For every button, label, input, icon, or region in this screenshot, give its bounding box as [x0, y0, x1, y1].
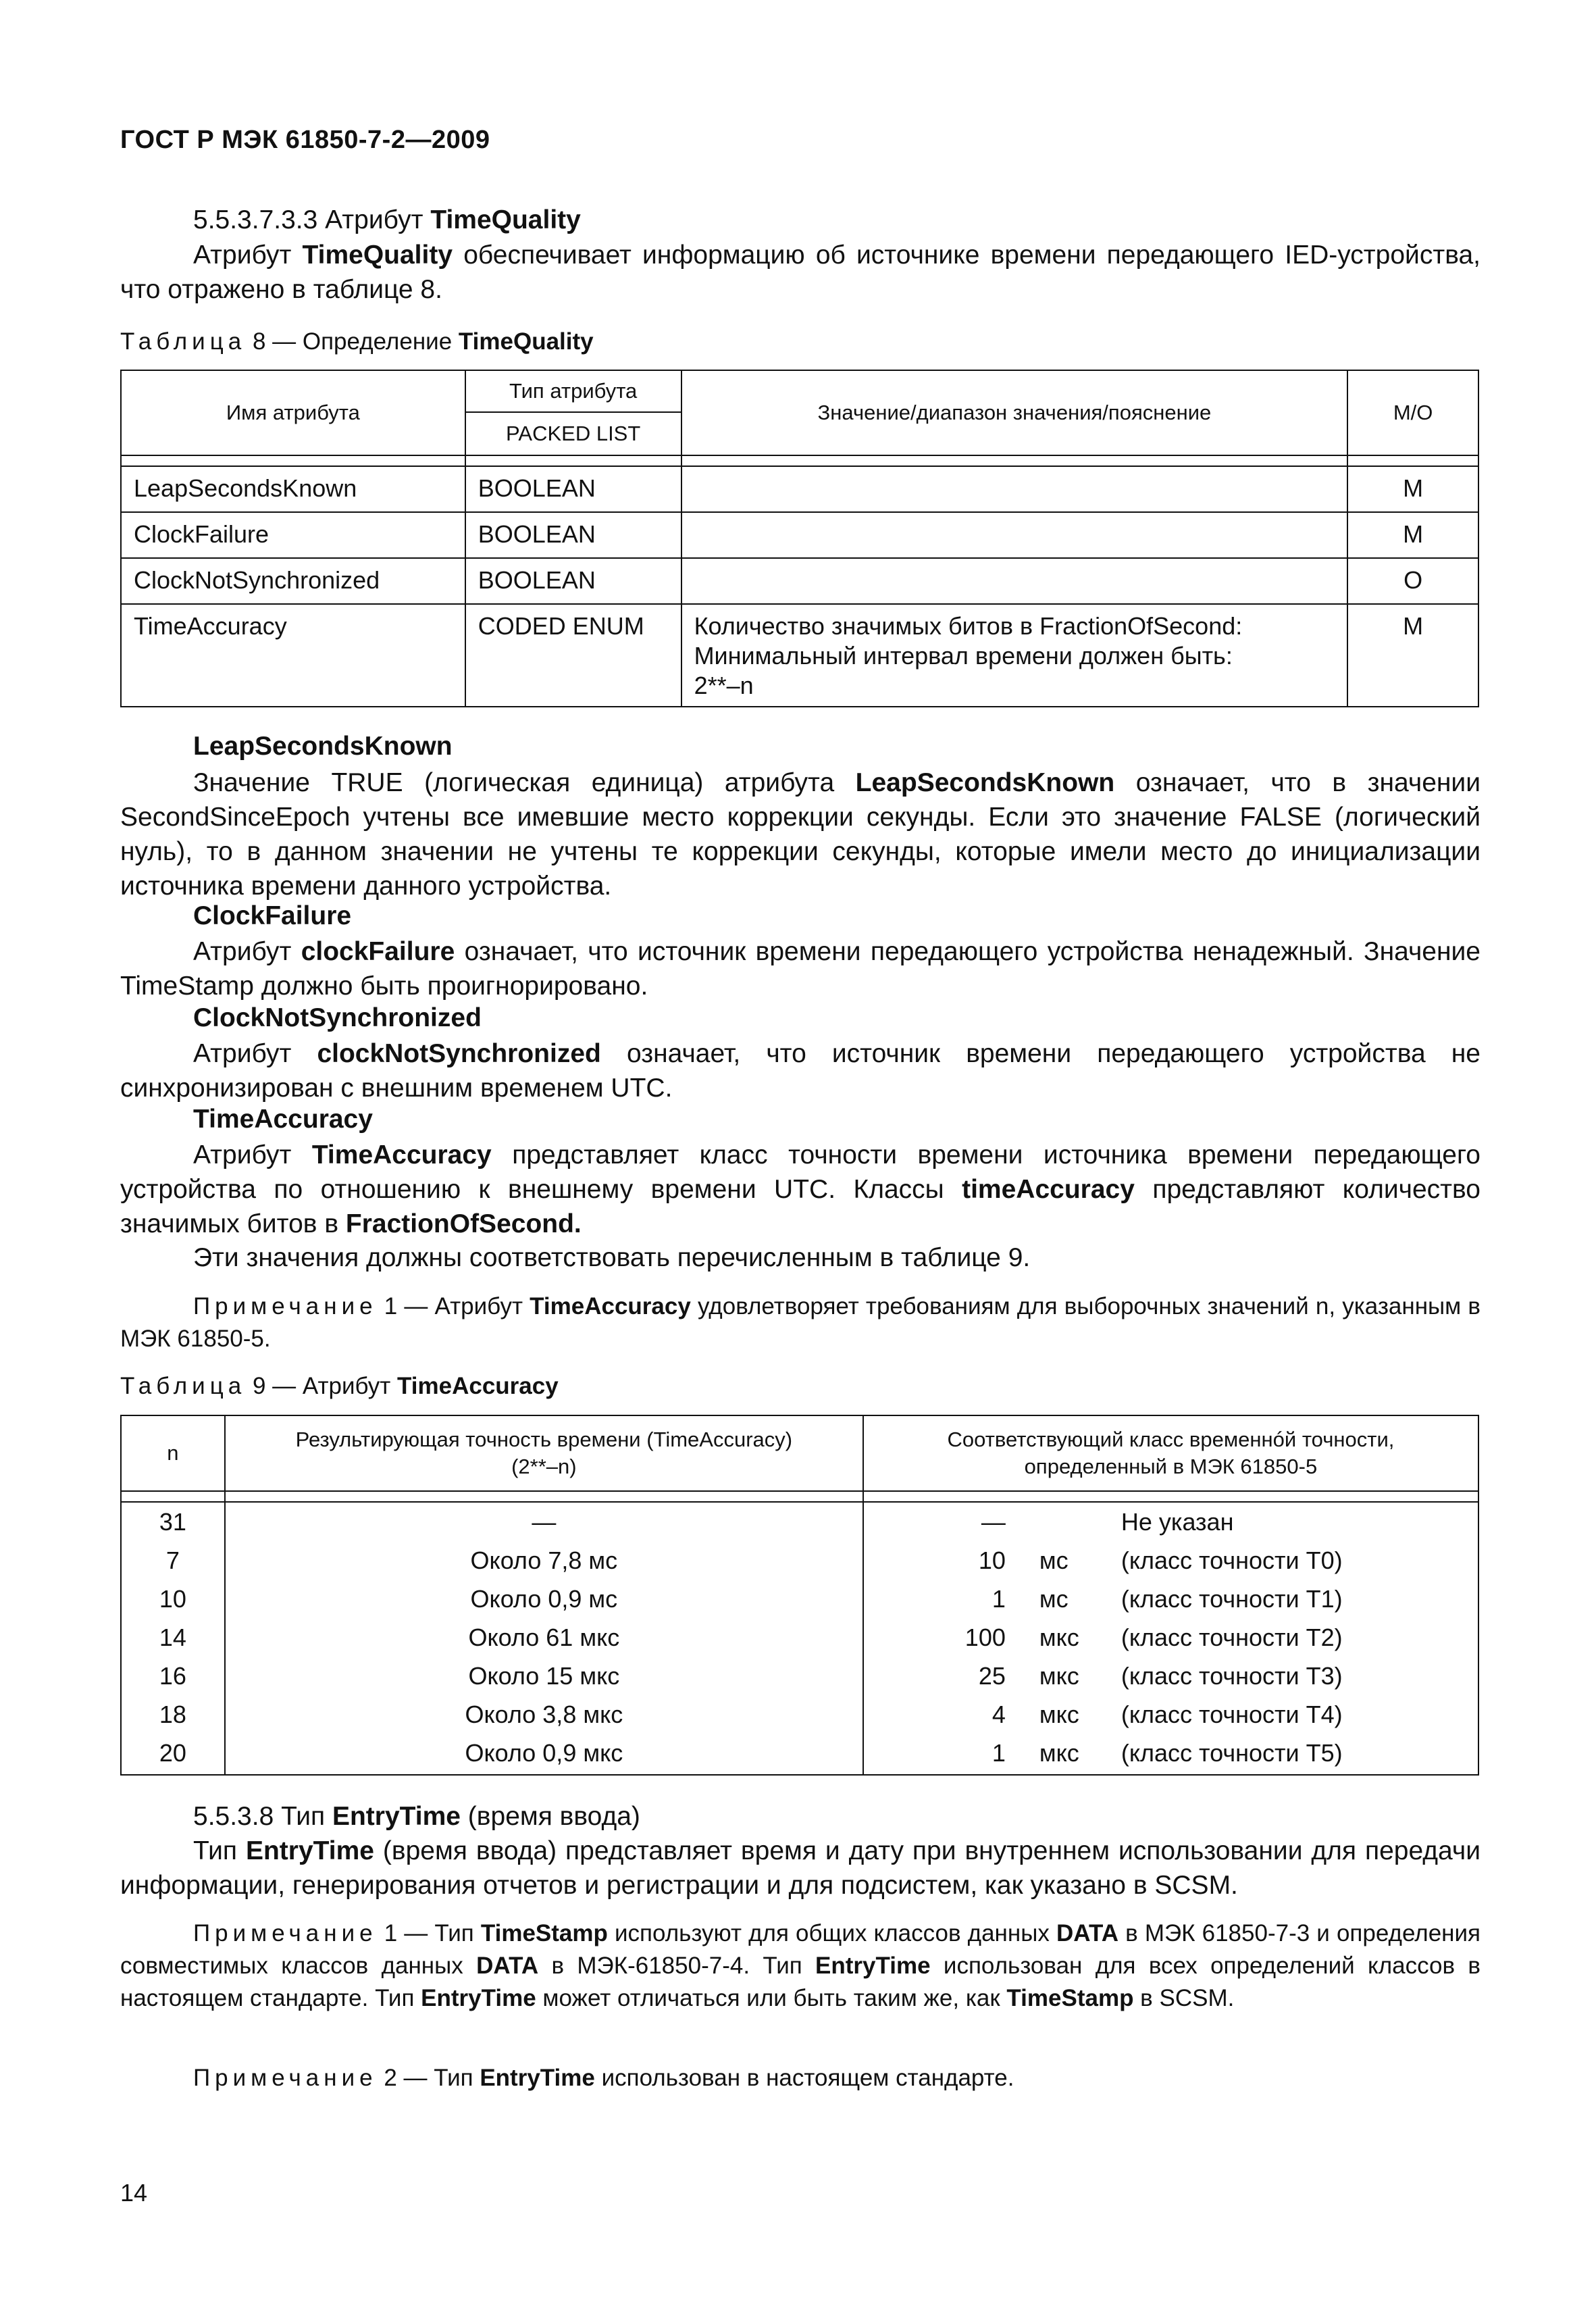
table8-header-value: Значение/диапазон значения/пояснение	[681, 370, 1348, 455]
table-row: ClockFailure BOOLEAN М	[121, 512, 1478, 558]
paragraph-clockfailure: Атрибут clockFailure означает, что источник времени передающего устройства ненадежный. Значение TimeStamp должно быть проигнорировано.	[120, 937, 1481, 1001]
note-timeaccuracy: Примечание 1 — Атрибут TimeAccuracy удовлетворяет требованиям для выборочных значений n, указанным в МЭК 61850-5.	[120, 1293, 1481, 1352]
paragraph-timeaccuracy: Атрибут TimeAccuracy представляет класс точности времени источника времени передающего устройства по отношению к внешнему времени UTC. Классы timeAccuracy представляют количество значимых битов в FractionOfSecond.	[120, 1140, 1481, 1238]
note-entrytime: Примечание 2 — Тип EntryTime использован в настоящем стандарте.	[193, 2065, 1014, 2091]
section-heading-entrytime: 5.5.3.8 Тип EntryTime (время ввода)	[193, 1802, 640, 1831]
paragraph-entrytime: Тип EntryTime (время ввода) представляет время и дату при внутреннем использовании для передачи информации, генерирования отчетов и регистрации и для подсистем, как указано в SCSM.	[120, 1836, 1481, 1900]
document-header: ГОСТ Р МЭК 61850-7-2—2009	[120, 126, 490, 154]
page-number: 14	[120, 2179, 148, 2207]
table9-header-n: n	[121, 1415, 225, 1491]
table-row: 14 Около 61 мкс 100 мкс (класс точности Т2)	[121, 1618, 1478, 1657]
term-timeaccuracy: TimeAccuracy	[193, 1105, 373, 1134]
table8-header-mo: М/О	[1347, 370, 1478, 455]
table8-header-name: Имя атрибута	[121, 370, 465, 455]
table-row: 31 — — Не указан	[121, 1502, 1478, 1541]
note-timestamp: Примечание 1 — Тип TimeStamp используют для общих классов данных DATA в МЭК 61850-7-3 и определения совместимых классов данных DATA в МЭК-61850-7-4. Тип EntryTime использован для всех определений классов в настоящем стандарте. Тип EntryTime может отличаться или быть таким же, как TimeStamp в SCSM.	[120, 1920, 1481, 2011]
table9-header-class: Соответствующий класс временнóй точности, определенный в МЭК 61850-5	[863, 1415, 1478, 1491]
term-leapsecondsknown: LeapSecondsKnown	[193, 732, 453, 761]
table-row: ClockNotSynchronized BOOLEAN О	[121, 558, 1478, 604]
table9-caption: Таблица 9 — Атрибут TimeAccuracy	[120, 1373, 559, 1399]
table9-timeaccuracy	[120, 1415, 1479, 1776]
table9-header-row	[121, 1415, 1478, 1491]
paragraph-leapsecondsknown: Значение TRUE (логическая единица) атрибута LeapSecondsKnown означает, что в значении SecondSinceEpoch учтены все имевшие место коррекции секунды. Если это значение FALSE (логический нуль), то в данном значении не учтены те коррекции секунды, которые имели место до инициализации источника времени данного устройства.	[120, 768, 1481, 901]
table-row: 10 Около 0,9 мс 1 мс (класс точности Т1)	[121, 1580, 1478, 1618]
table-row: 18 Около 3,8 мкс 4 мкс (класс точности Т4)	[121, 1695, 1478, 1734]
table-row: 16 Около 15 мкс 25 мкс (класс точности Т3)	[121, 1657, 1478, 1695]
table8-timequality	[120, 370, 1479, 707]
paragraph-table9-reference: Эти значения должны соответствовать перечисленным в таблице 9.	[193, 1243, 1031, 1272]
table8-header-row	[121, 370, 1478, 412]
paragraph-clocknotsynchronized: Атрибут clockNotSynchronized означает, что источник времени передающего устройства не синхронизирован с внешним временем UTC.	[120, 1039, 1481, 1103]
table-row: 20 Около 0,9 мкс 1 мкс (класс точности Т5)	[121, 1734, 1478, 1775]
term-clockfailure: ClockFailure	[193, 901, 352, 930]
table8-caption: Таблица 8 — Определение TimeQuality	[120, 328, 594, 355]
term-clocknotsynchronized: ClockNotSynchronized	[193, 1003, 482, 1032]
table9-header-accuracy: Результирующая точность времени (TimeAccuracy) (2**–n)	[225, 1415, 863, 1491]
table-row: 7 Около 7,8 мс 10 мс (класс точности Т0)	[121, 1541, 1478, 1580]
table-row: LeapSecondsKnown BOOLEAN М	[121, 466, 1478, 512]
table8-header-type: Тип атрибута	[465, 370, 681, 412]
section-heading-timequality: 5.5.3.7.3.3 Атрибут TimeQuality	[193, 205, 581, 234]
section-paragraph-timequality: Атрибут TimeQuality обеспечивает информацию об источнике времени передающего IED-устройства, что отражено в таблице 8.	[120, 241, 1481, 304]
table8-header-packed-list: PACKED LIST	[465, 412, 681, 455]
table-row: TimeAccuracy CODED ENUM Количество значимых битов в FractionOfSecond: Минимальный интервал времени должен быть: 2**–n М	[121, 604, 1478, 707]
